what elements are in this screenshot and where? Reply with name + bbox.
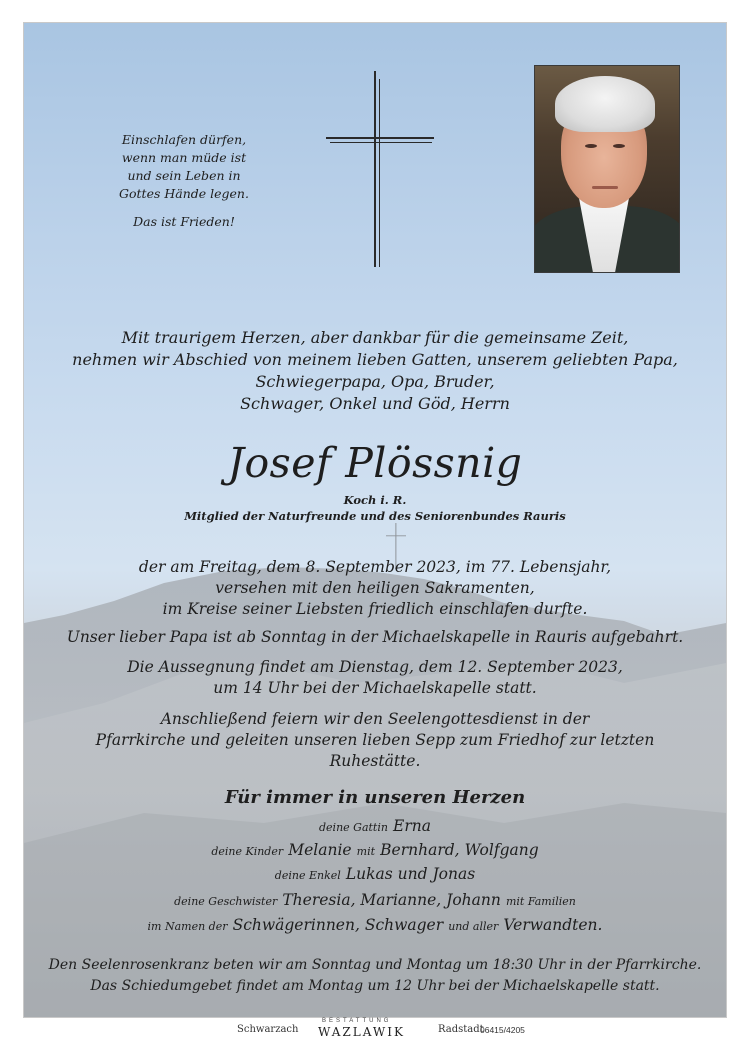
intro-line: Mit traurigem Herzen, aber dankbar für die gemeinsame Zeit, [121,328,629,347]
family-name: Schwägerinnen, Schwager [232,916,444,934]
company-location-right: Radstadt [438,1024,484,1035]
signoff: Für immer in unseren Herzen [224,787,526,808]
family-label: im Namen der [147,920,228,933]
footer-line: Den Seelenrosenkranz beten wir am Sonntag und Montag um 18:30 Uhr in der Pfarrkirche. [48,957,702,973]
cross-icon-line [379,79,380,267]
cross-icon [374,71,376,267]
blessing-line: Die Aussegnung findet am Dienstag, dem 12. September 2023, [127,658,623,676]
death-notice [54,557,696,620]
family-suffix: mit Familien [505,895,576,908]
deceased-title: Koch i. R. [343,493,407,507]
footer-line: Das Schiedumgebet findet am Montag um 12 Uhr bei der Michaelskapelle statt. [90,978,660,994]
death-notice-line: versehen mit den heiligen Sakramenten, [215,579,535,597]
family-connector: und aller [448,920,499,933]
footer-notice [44,955,706,997]
cross-icon-bar-thin [330,142,432,143]
family-name: Verwandten. [503,916,603,934]
mass-notice [54,709,696,772]
blessing-line: um 14 Uhr bei der Michaelskapelle statt. [213,679,537,697]
company-small-label: BESTATTUNG [322,1018,392,1024]
family-label: deine Gattin [319,821,388,834]
photo-mouth [592,186,618,189]
photo-eye-right [613,144,625,148]
family-connector: mit [356,845,376,858]
family-name: Wolfgang [464,841,539,859]
mass-line: Anschließend feiern wir den Seelengottesdienst in der [160,710,590,728]
family-name: Erna [393,817,431,835]
viewing-notice [54,627,696,648]
deceased-name: Josef Plössnig [227,439,523,487]
portrait-photo [534,65,680,273]
cross-icon-bar [326,137,434,139]
company-phone: 06415/4205 [480,1025,525,1035]
family-label: deine Geschwister [174,895,278,908]
poem-closing: Das ist Frieden! [133,214,235,229]
intro-line: Schwiegerpapa, Opa, Bruder, [255,372,495,391]
family-relatives [24,915,726,934]
family-name: Bernhard, [380,841,460,859]
funeral-home-footer [0,1018,750,1038]
family-name: Theresia, Marianne, Johann [282,891,501,909]
family-siblings [24,890,726,909]
obituary-card [23,22,727,1018]
photo-eye-left [585,144,597,148]
family-name: Melanie [288,841,352,859]
poem-line: wenn man müde ist [121,150,247,165]
photo-hair [555,76,655,132]
family-grandchildren [24,864,726,883]
poem-line: und sein Leben in [127,168,241,183]
family-wife [24,816,726,835]
intro-text [64,327,686,415]
family-name: Lukas und Jonas [345,865,476,883]
family-children [24,840,726,859]
intro-line: nehmen wir Abschied von meinem lieben Gatten, unserem geliebten Papa, [72,350,678,369]
deceased-membership: Mitglied der Naturfreunde und des Seniorenbundes Rauris [184,509,566,523]
family-label: deine Kinder [211,845,284,858]
death-notice-line: im Kreise seiner Liebsten friedlich einschlafen durfte. [162,600,588,618]
mass-line: Pfarrkirche und geleiten unseren lieben Sepp zum Friedhof zur letzten Ruhestätte. [95,731,655,770]
company-name: WAZLAWIK [318,1025,405,1039]
blessing-notice [54,657,696,699]
poem [119,131,249,231]
death-notice-line: der am Freitag, dem 8. September 2023, im 77. Lebensjahr, [138,558,612,576]
viewing-line: Unser lieber Papa ist ab Sonntag in der Michaelskapelle in Rauris aufgebahrt. [66,628,684,646]
company-location-left: Schwarzach [237,1024,299,1035]
poem-line: Einschlafen dürfen, [121,132,247,147]
family-label: deine Enkel [274,869,341,882]
intro-line: Schwager, Onkel und Göd, Herrn [240,394,510,413]
poem-line: Gottes Hände legen. [119,186,249,201]
